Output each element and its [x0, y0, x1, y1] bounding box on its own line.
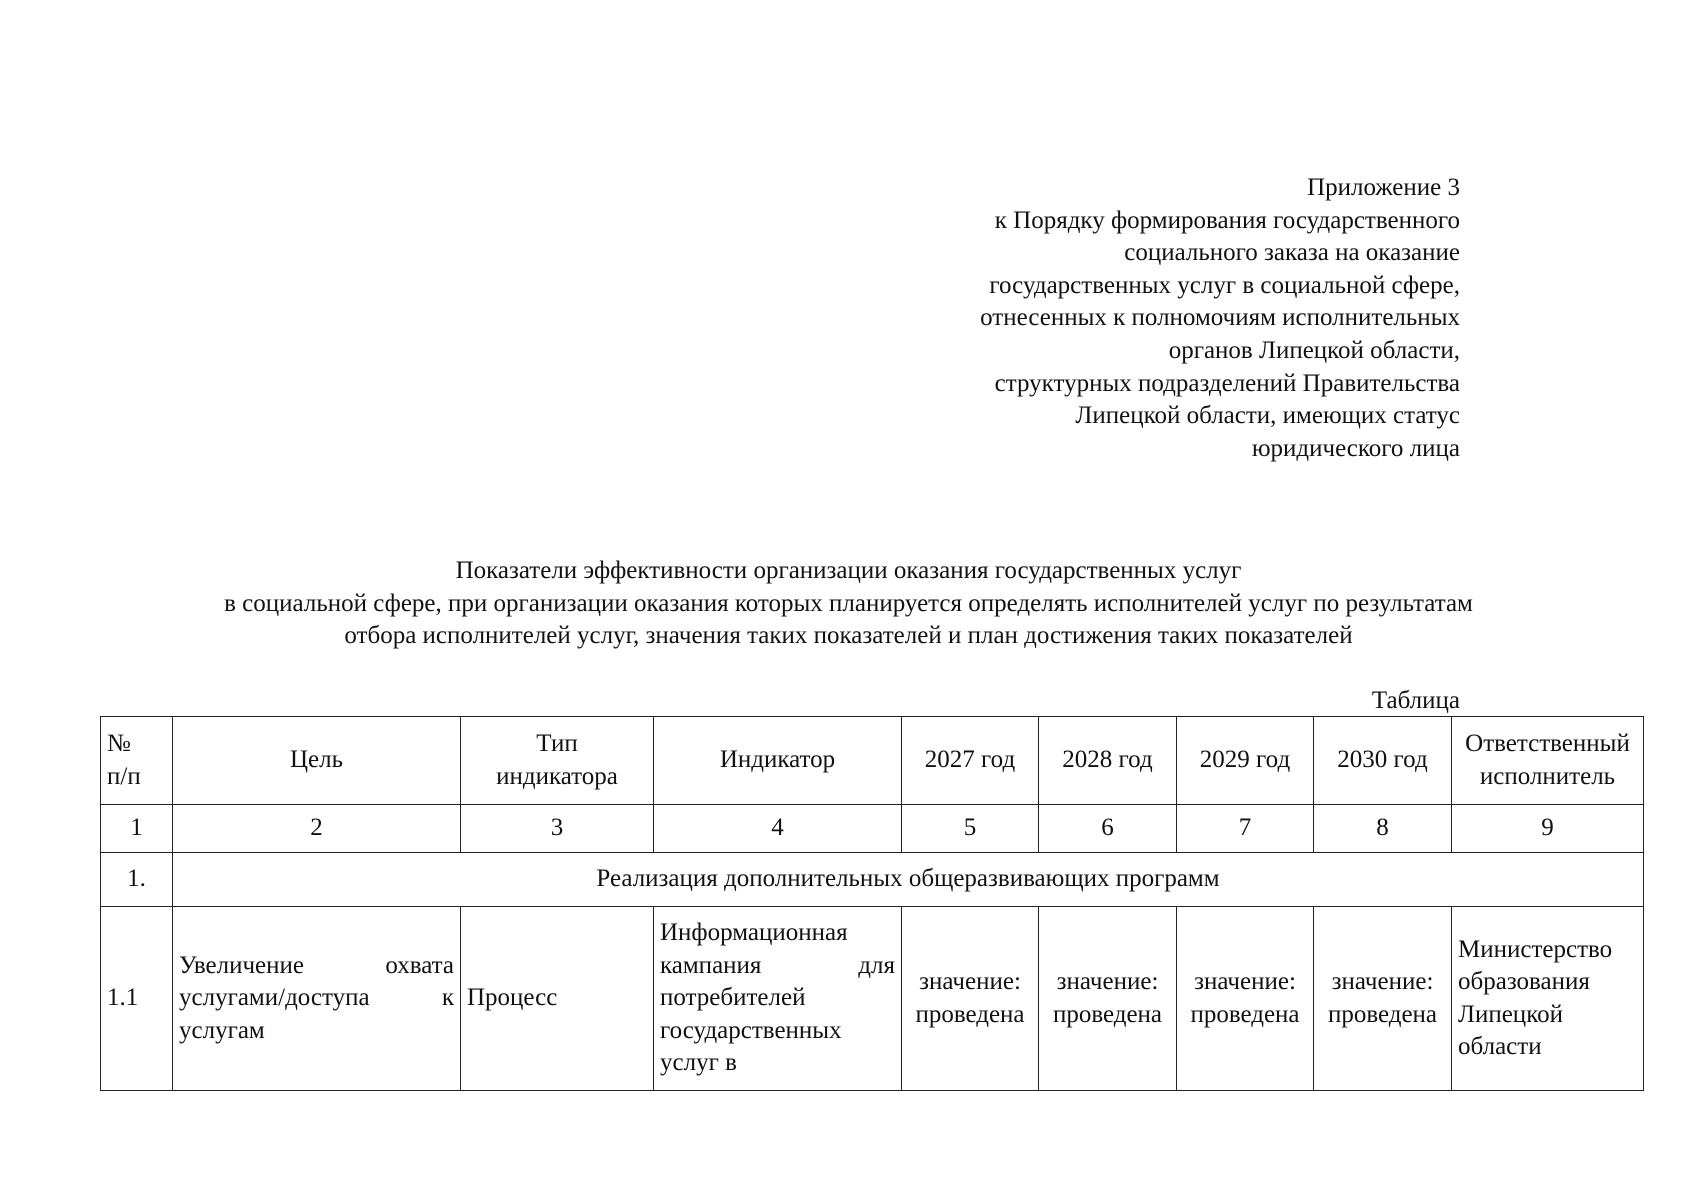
table-caption: Таблица — [1371, 687, 1460, 714]
header-year-2029: 2029 год — [1177, 717, 1314, 805]
column-number: 8 — [1314, 805, 1452, 853]
appendix-block — [840, 172, 1460, 465]
row-indicator: Информационная кампания для потребителей государственных услуг в — [654, 907, 902, 1091]
appendix-line: государственных услуг в социальной сфере, — [989, 271, 1460, 299]
appendix-line: к Порядку формирования государственного — [994, 206, 1460, 234]
appendix-line: органов Липецкой области, — [1168, 336, 1460, 364]
header-responsible-line1: Ответственный — [1465, 730, 1630, 757]
header-type-line1: Тип — [536, 730, 578, 757]
column-number: 7 — [1177, 805, 1314, 853]
row-type: Процесс — [461, 907, 654, 1091]
section-number: 1. — [101, 853, 173, 907]
section-row — [101, 853, 1644, 907]
title-line: отбора исполнителей услуг, значения таких показателей и план достижения таких показателей — [344, 622, 1353, 649]
column-number: 6 — [1039, 805, 1177, 853]
row-value-2030: значение: проведена — [1314, 907, 1452, 1091]
row-value-2027: значение: проведена — [902, 907, 1039, 1091]
title-line: в социальной сфере, при организации оказания которых планируется определять исполнителей услуг по результатам — [224, 589, 1473, 617]
appendix-line: структурных подразделений Правительства — [994, 369, 1460, 397]
document-title — [100, 555, 1597, 653]
column-number: 9 — [1452, 805, 1644, 853]
column-number: 4 — [654, 805, 902, 853]
row-value-2029: значение: проведена — [1177, 907, 1314, 1091]
column-number: 5 — [902, 805, 1039, 853]
header-responsible — [1452, 717, 1644, 805]
header-number — [101, 717, 173, 805]
row-value-2028: значение: проведена — [1039, 907, 1177, 1091]
header-goal: Цель — [173, 717, 461, 805]
column-number: 1 — [101, 805, 173, 853]
appendix-line: социального заказа на оказание — [1124, 239, 1460, 267]
header-number-line2: п/п — [107, 762, 141, 790]
appendix-line: Липецкой области, имеющих статус — [1075, 402, 1460, 430]
header-indicator: Индикатор — [654, 717, 902, 805]
table-header-row — [101, 717, 1644, 805]
header-number-line1: № — [107, 730, 131, 757]
indicators-table — [100, 716, 1644, 1091]
row-responsible: Министерство образования Липецкой области — [1452, 907, 1644, 1091]
section-title: Реализация дополнительных общеразвивающих программ — [173, 853, 1644, 907]
appendix-line: отнесенных к полномочиям исполнительных — [980, 304, 1460, 332]
header-type-line2: индикатора — [496, 762, 618, 790]
table-row — [101, 907, 1644, 1091]
appendix-line: Приложение 3 — [1307, 174, 1460, 201]
column-number: 2 — [173, 805, 461, 853]
header-type — [461, 717, 654, 805]
header-year-2028: 2028 год — [1039, 717, 1177, 805]
row-number: 1.1 — [101, 907, 173, 1091]
appendix-line: юридического лица — [1251, 434, 1460, 462]
column-number: 3 — [461, 805, 654, 853]
column-number-row — [101, 805, 1644, 853]
title-line: Показатели эффективности организации оказания государственных услуг — [455, 557, 1242, 584]
row-goal: Увеличение охвата услугами/доступа к услугам — [173, 907, 461, 1091]
header-responsible-line2: исполнитель — [1479, 762, 1616, 790]
header-year-2030: 2030 год — [1314, 717, 1452, 805]
header-year-2027: 2027 год — [902, 717, 1039, 805]
